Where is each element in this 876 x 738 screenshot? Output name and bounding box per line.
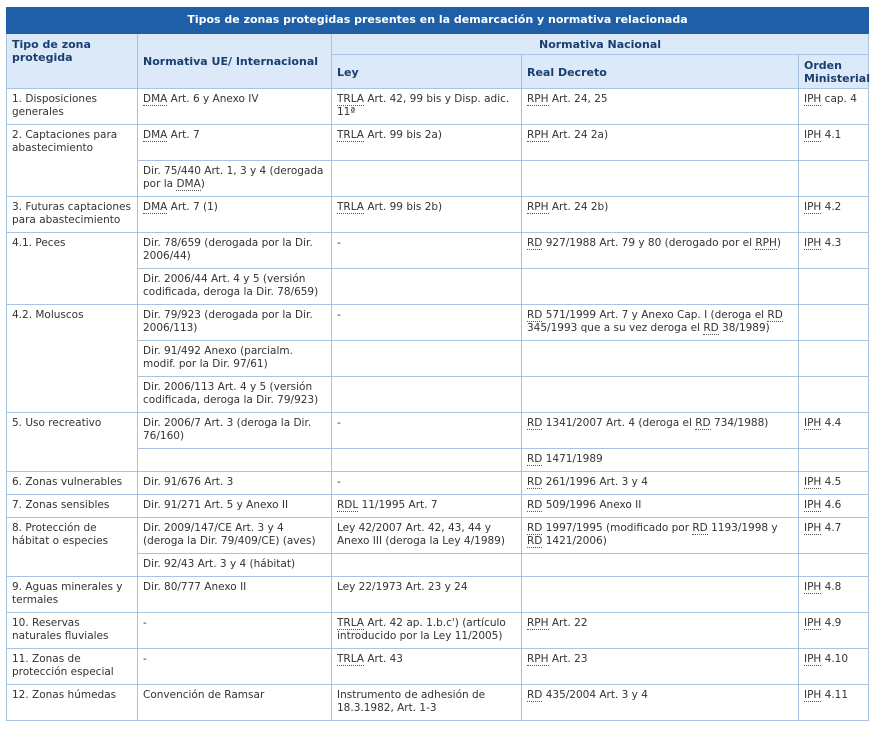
- cell-tipo: 12. Zonas húmedas: [7, 685, 138, 721]
- cell-rd: RD 509/1996 Anexo II: [522, 495, 799, 518]
- cell-ley: [332, 554, 522, 577]
- header-normativa-ue: Normativa UE/ Internacional: [138, 34, 332, 89]
- abbr-link[interactable]: RD: [527, 237, 543, 249]
- cell-om: [799, 305, 869, 341]
- abbr-link[interactable]: TRLA: [337, 129, 364, 141]
- abbr-link[interactable]: RD: [527, 309, 543, 321]
- table-row: [7, 305, 869, 341]
- cell-tipo: 4.1. Peces: [7, 233, 138, 305]
- cell-ley: -: [332, 233, 522, 269]
- abbr-link[interactable]: RD: [527, 476, 543, 488]
- cell-om: [799, 269, 869, 305]
- cell-om: IPH 4.9: [799, 613, 869, 649]
- cell-rd: [522, 161, 799, 197]
- cell-om: IPH 4.3: [799, 233, 869, 269]
- cell-om: IPH 4.11: [799, 685, 869, 721]
- cell-ue: Dir. 75/440 Art. 1, 3 y 4 (derogada por la DMA): [138, 161, 332, 197]
- table-title: Tipos de zonas protegidas presentes en la demarcación y normativa relacionada: [7, 8, 869, 34]
- abbr-link[interactable]: RDL: [337, 499, 359, 511]
- cell-om: IPH 4.1: [799, 125, 869, 161]
- abbr-link[interactable]: RD: [703, 322, 719, 334]
- abbr-link[interactable]: TRLA: [337, 93, 364, 105]
- cell-ley: TRLA Art. 43: [332, 649, 522, 685]
- cell-ley: [332, 269, 522, 305]
- cell-ue: DMA Art. 6 y Anexo IV: [138, 89, 332, 125]
- cell-ley: Instrumento de adhesión de 18.3.1982, Art. 1-3: [332, 685, 522, 721]
- cell-om: IPH 4.2: [799, 197, 869, 233]
- abbr-link[interactable]: IPH: [804, 653, 822, 665]
- cell-tipo: 2. Captaciones para abastecimiento: [7, 125, 138, 197]
- abbr-link[interactable]: TRLA: [337, 617, 364, 629]
- cell-tipo: 7. Zonas sensibles: [7, 495, 138, 518]
- cell-ue: Dir. 2006/7 Art. 3 (deroga la Dir. 76/160): [138, 413, 332, 449]
- protected-zones-table: [6, 7, 869, 721]
- header-real-decreto: Real Decreto: [522, 55, 799, 89]
- cell-om: IPH 4.8: [799, 577, 869, 613]
- table-row: [7, 472, 869, 495]
- cell-om: IPH cap. 4: [799, 89, 869, 125]
- abbr-link[interactable]: RPH: [527, 653, 549, 665]
- abbr-link[interactable]: RPH: [527, 201, 549, 213]
- cell-ley: RDL 11/1995 Art. 7: [332, 495, 522, 518]
- cell-tipo: 6. Zonas vulnerables: [7, 472, 138, 495]
- abbr-link[interactable]: RPH: [755, 237, 777, 249]
- header-orden-ministerial: Orden Ministerial: [799, 55, 869, 89]
- abbr-link[interactable]: RD: [527, 453, 543, 465]
- cell-om: [799, 554, 869, 577]
- cell-ley: -: [332, 305, 522, 341]
- cell-om: [799, 161, 869, 197]
- cell-rd: RD 261/1996 Art. 3 y 4: [522, 472, 799, 495]
- abbr-link[interactable]: RPH: [527, 129, 549, 141]
- table-row: [7, 649, 869, 685]
- table-row: [7, 495, 869, 518]
- cell-ley: [332, 449, 522, 472]
- cell-ley: -: [332, 413, 522, 449]
- cell-rd: RPH Art. 23: [522, 649, 799, 685]
- abbr-link[interactable]: IPH: [804, 417, 822, 429]
- cell-ue: Dir. 80/777 Anexo II: [138, 577, 332, 613]
- cell-ley: [332, 341, 522, 377]
- abbr-link[interactable]: IPH: [804, 93, 822, 105]
- abbr-link[interactable]: IPH: [804, 522, 822, 534]
- cell-om: IPH 4.7: [799, 518, 869, 554]
- cell-ley: Ley 42/2007 Art. 42, 43, 44 y Anexo III (deroga la Ley 4/1989): [332, 518, 522, 554]
- cell-ley: TRLA Art. 99 bis 2a): [332, 125, 522, 161]
- cell-ue: Dir. 78/659 (derogada por la Dir. 2006/44): [138, 233, 332, 269]
- abbr-link[interactable]: IPH: [804, 581, 822, 593]
- cell-rd: [522, 577, 799, 613]
- abbr-link[interactable]: RD: [527, 499, 543, 511]
- table-row: [7, 89, 869, 125]
- cell-ue: DMA Art. 7 (1): [138, 197, 332, 233]
- cell-om: IPH 4.10: [799, 649, 869, 685]
- cell-ue: -: [138, 613, 332, 649]
- header-ley: Ley: [332, 55, 522, 89]
- header-tipo-zona: Tipo de zona protegida: [7, 34, 138, 89]
- abbr-link[interactable]: RPH: [527, 617, 549, 629]
- cell-om: IPH 4.6: [799, 495, 869, 518]
- abbr-link[interactable]: IPH: [804, 129, 822, 141]
- cell-om: [799, 377, 869, 413]
- table-row: [7, 197, 869, 233]
- cell-ue: Convención de Ramsar: [138, 685, 332, 721]
- abbr-link[interactable]: RD: [527, 689, 543, 701]
- cell-ue: -: [138, 649, 332, 685]
- cell-ue: Dir. 2006/44 Art. 4 y 5 (versión codificada, deroga la Dir. 78/659): [138, 269, 332, 305]
- protected-zones-table-container: [6, 7, 868, 721]
- abbr-link[interactable]: RD: [695, 417, 711, 429]
- abbr-link[interactable]: IPH: [804, 617, 822, 629]
- table-row: [7, 577, 869, 613]
- cell-ue: Dir. 91/676 Art. 3: [138, 472, 332, 495]
- cell-ue: DMA Art. 7: [138, 125, 332, 161]
- cell-rd: [522, 269, 799, 305]
- cell-om: IPH 4.5: [799, 472, 869, 495]
- abbr-link[interactable]: IPH: [804, 201, 822, 213]
- cell-ue: Dir. 91/271 Art. 5 y Anexo II: [138, 495, 332, 518]
- cell-tipo: 11. Zonas de protección especial: [7, 649, 138, 685]
- table-row: [7, 413, 869, 449]
- cell-rd: RPH Art. 24, 25: [522, 89, 799, 125]
- abbr-link[interactable]: TRLA: [337, 653, 364, 665]
- abbr-link[interactable]: DMA: [143, 201, 168, 213]
- cell-ue: Dir. 91/492 Anexo (parcialm. modif. por la Dir. 97/61): [138, 341, 332, 377]
- cell-rd: RPH Art. 24 2a): [522, 125, 799, 161]
- abbr-link[interactable]: RD: [767, 309, 783, 321]
- cell-ley: [332, 161, 522, 197]
- abbr-link[interactable]: RD: [527, 522, 543, 534]
- abbr-link[interactable]: RPH: [527, 93, 549, 105]
- abbr-link[interactable]: RD: [692, 522, 708, 534]
- abbr-link[interactable]: IPH: [804, 476, 822, 488]
- cell-rd: RD 1341/2007 Art. 4 (deroga el RD 734/1988): [522, 413, 799, 449]
- cell-ue: Dir. 2009/147/CE Art. 3 y 4 (deroga la Dir. 79/409/CE) (aves): [138, 518, 332, 554]
- cell-ley: TRLA Art. 99 bis 2b): [332, 197, 522, 233]
- cell-tipo: 8. Protección de hábitat o especies: [7, 518, 138, 577]
- cell-om: [799, 449, 869, 472]
- cell-ue: Dir. 92/43 Art. 3 y 4 (hábitat): [138, 554, 332, 577]
- cell-rd: [522, 554, 799, 577]
- cell-rd: RD 1471/1989: [522, 449, 799, 472]
- abbr-link[interactable]: TRLA: [337, 201, 364, 213]
- cell-rd: [522, 341, 799, 377]
- abbr-link[interactable]: DMA: [176, 178, 201, 190]
- cell-rd: RD 927/1988 Art. 79 y 80 (derogado por el RPH): [522, 233, 799, 269]
- cell-tipo: 10. Reservas naturales fluviales: [7, 613, 138, 649]
- cell-tipo: 4.2. Moluscos: [7, 305, 138, 413]
- abbr-link[interactable]: RD: [527, 417, 543, 429]
- cell-tipo: 5. Uso recreativo: [7, 413, 138, 472]
- cell-tipo: 9. Aguas minerales y termales: [7, 577, 138, 613]
- abbr-link[interactable]: RD: [527, 535, 543, 547]
- cell-rd: RD 435/2004 Art. 3 y 4: [522, 685, 799, 721]
- table-row: [7, 685, 869, 721]
- cell-ue: Dir. 2006/113 Art. 4 y 5 (versión codificada, deroga la Dir. 79/923): [138, 377, 332, 413]
- cell-tipo: 1. Disposiciones generales: [7, 89, 138, 125]
- cell-rd: RD 571/1999 Art. 7 y Anexo Cap. I (deroga el RD 345/1993 que a su vez deroga el RD 38/1989): [522, 305, 799, 341]
- cell-om: IPH 4.4: [799, 413, 869, 449]
- cell-rd: RPH Art. 24 2b): [522, 197, 799, 233]
- table-row: [7, 233, 869, 269]
- cell-ley: -: [332, 472, 522, 495]
- cell-rd: RD 1997/1995 (modificado por RD 1193/1998 y RD 1421/2006): [522, 518, 799, 554]
- cell-ley: TRLA Art. 42 ap. 1.b.c') (artículo introducido por la Ley 11/2005): [332, 613, 522, 649]
- cell-om: [799, 341, 869, 377]
- cell-ue: [138, 449, 332, 472]
- cell-ley: Ley 22/1973 Art. 23 y 24: [332, 577, 522, 613]
- abbr-link[interactable]: DMA: [143, 129, 168, 141]
- cell-tipo: 3. Futuras captaciones para abastecimiento: [7, 197, 138, 233]
- abbr-link[interactable]: IPH: [804, 689, 822, 701]
- table-row: [7, 125, 869, 161]
- cell-rd: RPH Art. 22: [522, 613, 799, 649]
- cell-ley: TRLA Art. 42, 99 bis y Disp. adic. 11ª: [332, 89, 522, 125]
- table-row: [7, 518, 869, 554]
- abbr-link[interactable]: IPH: [804, 237, 822, 249]
- cell-ue: Dir. 79/923 (derogada por la Dir. 2006/113): [138, 305, 332, 341]
- abbr-link[interactable]: IPH: [804, 499, 822, 511]
- table-row: [7, 613, 869, 649]
- header-normativa-nacional: Normativa Nacional: [332, 34, 869, 55]
- cell-ley: [332, 377, 522, 413]
- cell-rd: [522, 377, 799, 413]
- abbr-link[interactable]: DMA: [143, 93, 168, 105]
